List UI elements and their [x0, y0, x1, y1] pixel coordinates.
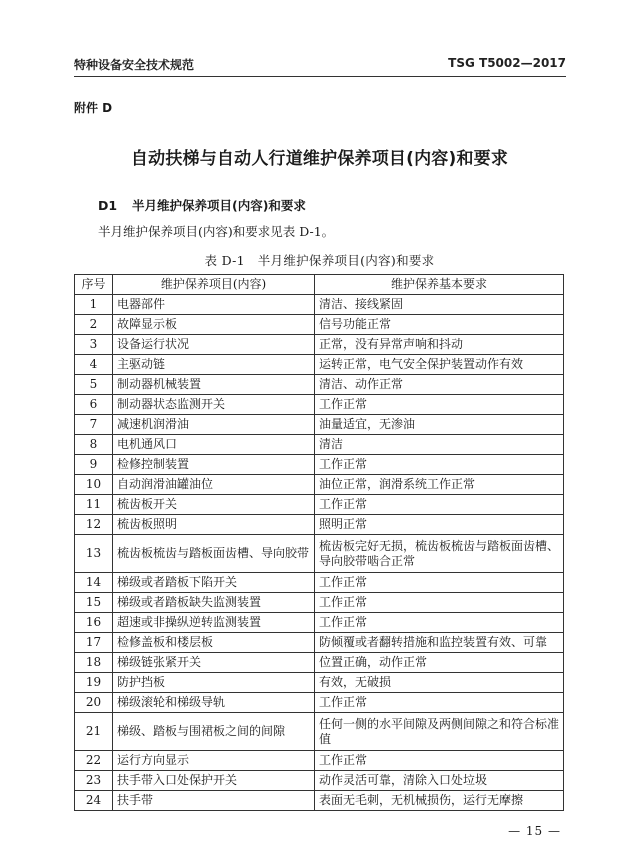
table-row	[75, 355, 564, 375]
row-item: 制动器机械装置	[113, 375, 315, 395]
row-number: 9	[75, 455, 113, 475]
row-item: 自动润滑油罐油位	[113, 475, 315, 495]
table-row	[75, 613, 564, 633]
table-row	[75, 693, 564, 713]
column-header-item: 维护保养项目(内容)	[113, 275, 315, 295]
row-number: 11	[75, 495, 113, 515]
table-row	[75, 475, 564, 495]
row-number: 8	[75, 435, 113, 455]
row-item: 梳齿板照明	[113, 515, 315, 535]
row-number: 23	[75, 771, 113, 791]
table-row	[75, 395, 564, 415]
header-spec-title: 特种设备安全技术规范	[74, 58, 195, 72]
table-row	[75, 771, 564, 791]
row-requirement: 位置正确，动作正常	[315, 653, 564, 673]
header-standard-code: TSG T5002—2017	[448, 56, 566, 70]
row-number: 4	[75, 355, 113, 375]
row-item: 梳齿板开关	[113, 495, 315, 515]
row-item: 运行方向显示	[113, 751, 315, 771]
row-requirement: 工作正常	[315, 573, 564, 593]
table-row	[75, 653, 564, 673]
row-requirement: 工作正常	[315, 395, 564, 415]
maintenance-table	[74, 274, 564, 811]
row-item: 检修盖板和楼层板	[113, 633, 315, 653]
table-row	[75, 515, 564, 535]
row-requirement: 清洁、接线紧固	[315, 295, 564, 315]
row-item: 梯级链张紧开关	[113, 653, 315, 673]
row-number: 1	[75, 295, 113, 315]
table-row	[75, 791, 564, 811]
page-title: 自动扶梯与自动人行道维护保养项目(内容)和要求	[130, 149, 509, 169]
table-row	[75, 593, 564, 613]
row-number: 2	[75, 315, 113, 335]
row-requirement: 正常，没有异常声响和抖动	[315, 335, 564, 355]
row-requirement: 工作正常	[315, 455, 564, 475]
section-title: 半月维护保养项目(内容)和要求	[132, 198, 306, 213]
row-number: 3	[75, 335, 113, 355]
row-item: 超速或非操纵逆转监测装置	[113, 613, 315, 633]
row-item: 制动器状态监测开关	[113, 395, 315, 415]
row-requirement: 工作正常	[315, 495, 564, 515]
row-item: 电机通风口	[113, 435, 315, 455]
row-requirement: 防倾覆或者翻转措施和监控装置有效、可靠	[315, 633, 564, 653]
table-row	[75, 335, 564, 355]
row-item: 减速机润滑油	[113, 415, 315, 435]
row-item: 主驱动链	[113, 355, 315, 375]
row-number: 15	[75, 593, 113, 613]
row-requirement: 工作正常	[315, 693, 564, 713]
row-number: 6	[75, 395, 113, 415]
row-item: 梯级或者踏板下陷开关	[113, 573, 315, 593]
table-row	[75, 495, 564, 515]
header-divider	[74, 76, 566, 77]
row-number: 22	[75, 751, 113, 771]
row-item: 设备运行状况	[113, 335, 315, 355]
running-header	[74, 56, 566, 74]
row-number: 13	[75, 535, 113, 573]
row-requirement: 照明正常	[315, 515, 564, 535]
row-requirement: 表面无毛刺，无机械损伤，运行无摩擦	[315, 791, 564, 811]
column-header-requirement: 维护保养基本要求	[315, 275, 564, 295]
row-item: 梳齿板梳齿与踏板面齿槽、导向胶带	[113, 535, 315, 573]
table-row	[75, 435, 564, 455]
row-item: 检修控制装置	[113, 455, 315, 475]
table-row	[75, 375, 564, 395]
row-number: 19	[75, 673, 113, 693]
row-item: 防护挡板	[113, 673, 315, 693]
table-row	[75, 573, 564, 593]
row-requirement: 清洁	[315, 435, 564, 455]
table-row	[75, 633, 564, 653]
table-row	[75, 315, 564, 335]
row-item: 梯级、踏板与围裙板之间的间隙	[113, 713, 315, 751]
table-row	[75, 455, 564, 475]
row-item: 电器部件	[113, 295, 315, 315]
section-heading	[98, 196, 306, 214]
table-caption: 表 D-1 半月维护保养项目(内容)和要求	[204, 253, 435, 268]
table-row	[75, 535, 564, 573]
row-item: 梯级滚轮和梯级导轨	[113, 693, 315, 713]
row-number: 5	[75, 375, 113, 395]
row-requirement: 油量适宜，无渗油	[315, 415, 564, 435]
table-row	[75, 295, 564, 315]
row-number: 21	[75, 713, 113, 751]
page-number: — 15 —	[508, 824, 561, 838]
row-number: 24	[75, 791, 113, 811]
section-number: D1	[98, 198, 118, 213]
row-requirement: 工作正常	[315, 613, 564, 633]
row-item: 扶手带入口处保护开关	[113, 771, 315, 791]
column-header-no: 序号	[75, 275, 113, 295]
row-requirement: 动作灵活可靠，清除入口处垃圾	[315, 771, 564, 791]
row-item: 故障显示板	[113, 315, 315, 335]
table-row	[75, 713, 564, 751]
row-requirement: 运转正常，电气安全保护装置动作有效	[315, 355, 564, 375]
row-item: 梯级或者踏板缺失监测装置	[113, 593, 315, 613]
row-requirement: 任何一侧的水平间隙及两侧间隙之和符合标准值	[315, 713, 564, 751]
row-number: 17	[75, 633, 113, 653]
row-number: 16	[75, 613, 113, 633]
table-row	[75, 415, 564, 435]
table-row	[75, 751, 564, 771]
table-row	[75, 673, 564, 693]
table-header-row	[75, 275, 564, 295]
appendix-label: 附件 D	[74, 101, 113, 115]
row-number: 12	[75, 515, 113, 535]
row-number: 7	[75, 415, 113, 435]
row-requirement: 有效，无破损	[315, 673, 564, 693]
row-number: 20	[75, 693, 113, 713]
row-requirement: 清洁、动作正常	[315, 375, 564, 395]
row-requirement: 信号功能正常	[315, 315, 564, 335]
row-requirement: 油位正常，润滑系统工作正常	[315, 475, 564, 495]
row-number: 18	[75, 653, 113, 673]
intro-paragraph: 半月维护保养项目(内容)和要求见表 D-1。	[98, 224, 335, 239]
row-item: 扶手带	[113, 791, 315, 811]
row-number: 14	[75, 573, 113, 593]
row-requirement: 工作正常	[315, 593, 564, 613]
row-requirement: 梳齿板完好无损，梳齿板梳齿与踏板面齿槽、导向胶带啮合正常	[315, 535, 564, 573]
row-number: 10	[75, 475, 113, 495]
row-requirement: 工作正常	[315, 751, 564, 771]
